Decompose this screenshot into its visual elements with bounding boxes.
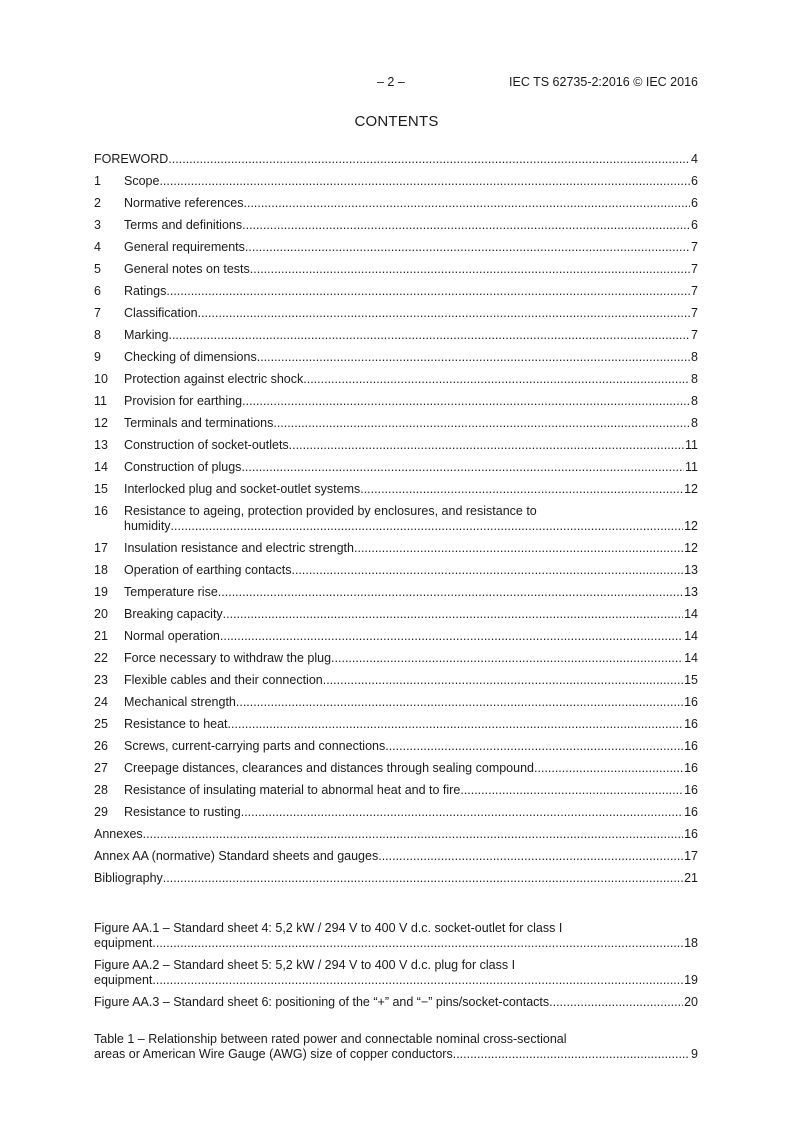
list-of-tables [94, 1025, 698, 1062]
toc-entry[interactable] [94, 556, 698, 578]
section-number: 29 [94, 805, 108, 819]
section-number: 1 [94, 174, 101, 188]
entry-title: Figure AA.3 – Standard sheet 6: positioning of the “+” and “−” pins/socket-contacts [94, 995, 550, 1009]
page-ref: 7 [691, 328, 698, 342]
toc-entry[interactable] [94, 644, 698, 666]
dot-leader [534, 761, 683, 776]
page-ref: 8 [691, 350, 698, 364]
dot-leader [168, 152, 690, 167]
section-title: Classification [124, 306, 198, 320]
section-title: Annexes [94, 827, 143, 841]
toc-entry[interactable] [94, 431, 698, 453]
entry-line: Figure AA.2 – Standard sheet 5: 5,2 kW / 294 V to 400 V d.c. plug for class I [94, 958, 516, 972]
page-ref: 21 [684, 871, 698, 885]
dot-leader [159, 174, 690, 189]
section-number: 4 [94, 240, 101, 254]
section-title: Resistance to ageing, protection provided by enclosures, and resistance to [124, 504, 537, 518]
section-title: Terms and definitions [124, 218, 243, 232]
section-title: Resistance to heat [124, 717, 228, 731]
toc-entry[interactable] [94, 754, 698, 776]
dot-leader [220, 629, 683, 644]
dot-leader [168, 328, 690, 343]
section-number: 2 [94, 196, 101, 210]
section-title: Operation of earthing contacts [124, 563, 292, 577]
section-title: Terminals and terminations [124, 416, 274, 430]
dot-leader [152, 936, 683, 951]
entry-line: Table 1 – Relationship between rated power and connectable nominal cross-sectional [94, 1032, 567, 1046]
section-title: Marking [124, 328, 169, 342]
entry-line: Figure AA.1 – Standard sheet 4: 5,2 kW / 294 V to 400 V d.c. socket-outlet for class I [94, 921, 563, 935]
page-ref: 14 [684, 607, 698, 621]
section-number: 7 [94, 306, 101, 320]
page-ref: 6 [691, 174, 698, 188]
toc-entry[interactable] [94, 798, 698, 820]
page-ref: 20 [684, 995, 698, 1009]
section-title: Temperature rise [124, 585, 218, 599]
contents-title: CONTENTS [354, 113, 439, 130]
toc-entry[interactable] [94, 497, 698, 534]
page-ref: 16 [684, 783, 698, 797]
toc-entry-line [94, 519, 698, 534]
entry-line [94, 936, 698, 951]
page-ref: 8 [691, 416, 698, 430]
section-title: Creepage distances, clearances and distances through sealing compound [124, 761, 534, 775]
section-number: 25 [94, 717, 108, 731]
page-ref: 15 [684, 673, 698, 687]
section-number: 11 [94, 394, 107, 408]
page-ref: 12 [684, 482, 698, 496]
dot-leader [453, 1047, 690, 1062]
page-ref: 16 [684, 739, 698, 753]
section-title: Construction of socket-outlets [124, 438, 289, 452]
section-number: 10 [94, 372, 108, 386]
section-number: 13 [94, 438, 108, 452]
dot-leader [354, 541, 683, 556]
toc-entry[interactable] [94, 453, 698, 475]
section-number: 5 [94, 262, 101, 276]
toc-entry-line [94, 497, 698, 519]
dot-leader [291, 563, 683, 578]
dot-leader [323, 673, 683, 688]
toc-entry[interactable] [94, 864, 698, 886]
section-title: Screws, current-carrying parts and connections [124, 739, 386, 753]
toc-entry[interactable] [94, 365, 698, 387]
section-title: Breaking capacity [124, 607, 223, 621]
section-number: 22 [94, 651, 108, 665]
toc-entry[interactable] [94, 688, 698, 710]
page-ref: 6 [691, 196, 698, 210]
section-number: 27 [94, 761, 108, 775]
section-number: 15 [94, 482, 108, 496]
toc-entry[interactable] [94, 842, 698, 864]
toc-entry[interactable] [94, 820, 698, 842]
toc-entry[interactable] [94, 321, 698, 343]
section-number: 8 [94, 328, 101, 342]
toc-entry[interactable] [94, 255, 698, 277]
toc-entry[interactable] [94, 387, 698, 409]
toc-entry[interactable] [94, 299, 698, 321]
dot-leader [152, 973, 683, 988]
dot-leader [385, 739, 683, 754]
dot-leader [228, 717, 684, 732]
section-number: 12 [94, 416, 108, 430]
section-title: Scope [124, 174, 160, 188]
page-ref: 16 [684, 717, 698, 731]
section-number: 9 [94, 350, 101, 364]
section-number: 14 [94, 460, 108, 474]
toc-entry[interactable] [94, 211, 698, 233]
toc-entry[interactable] [94, 732, 698, 754]
entry-title-continued: equipment [94, 973, 153, 987]
section-number: 24 [94, 695, 108, 709]
toc-entry[interactable] [94, 409, 698, 431]
figure-entry[interactable] [94, 988, 698, 1010]
page-ref: 16 [684, 805, 698, 819]
page-ref: 14 [684, 629, 698, 643]
section-title: Normative references [124, 196, 244, 210]
section-number: 26 [94, 739, 108, 753]
toc-entry[interactable] [94, 710, 698, 732]
section-number: 3 [94, 218, 101, 232]
toc-entry[interactable] [94, 666, 698, 688]
page-ref: 6 [691, 218, 698, 232]
dot-leader [460, 783, 683, 798]
dot-leader [236, 695, 683, 710]
toc-entry[interactable] [94, 189, 698, 211]
section-title: Construction of plugs [124, 460, 242, 474]
page-ref: 16 [684, 827, 698, 841]
dot-leader [143, 827, 683, 842]
section-number: 28 [94, 783, 108, 797]
page-ref: 9 [691, 1047, 698, 1061]
section-title: General requirements [124, 240, 245, 254]
page-ref: 8 [691, 372, 698, 386]
dot-leader [360, 482, 683, 497]
page-ref: 17 [684, 849, 698, 863]
page-ref: 13 [684, 563, 698, 577]
page-ref: 16 [684, 695, 698, 709]
section-title: Interlocked plug and socket-outlet systems [124, 482, 361, 496]
toc-entry[interactable] [94, 776, 698, 798]
section-title: Provision for earthing [124, 394, 243, 408]
section-number: 23 [94, 673, 108, 687]
toc-entry[interactable] [94, 475, 698, 497]
dot-leader [241, 460, 684, 475]
section-title: FOREWORD [94, 152, 169, 166]
section-title: Resistance of insulating material to abnormal heat and to fire [124, 783, 461, 797]
section-title: Protection against electric shock [124, 372, 304, 386]
dot-leader [218, 585, 683, 600]
section-number: 19 [94, 585, 108, 599]
dot-leader [273, 416, 690, 431]
page-ref: 7 [691, 284, 698, 298]
page-ref: 4 [691, 152, 698, 166]
toc-entry[interactable] [94, 233, 698, 255]
section-number: 21 [94, 629, 108, 643]
figure-entry[interactable] [94, 951, 698, 988]
section-title: Bibliography [94, 871, 163, 885]
section-number: 6 [94, 284, 101, 298]
section-title: General notes on tests [124, 262, 250, 276]
toc-entry[interactable] [94, 277, 698, 299]
entry-line [94, 973, 698, 988]
page-ref: 13 [684, 585, 698, 599]
page-ref: 16 [684, 761, 698, 775]
toc-entry[interactable] [94, 343, 698, 365]
toc-entry[interactable] [94, 600, 698, 622]
page-ref: 12 [684, 519, 698, 533]
page-ref: 11 [685, 460, 698, 474]
dot-leader [331, 651, 683, 666]
section-number: 20 [94, 607, 108, 621]
dot-leader [378, 849, 683, 864]
dot-leader [303, 372, 690, 387]
section-title: Force necessary to withdraw the plug [124, 651, 332, 665]
table-entry[interactable] [94, 1025, 698, 1062]
page-header [0, 75, 793, 93]
page-ref: 18 [684, 936, 698, 950]
list-of-figures [94, 914, 698, 1010]
document-reference: IEC TS 62735-2:2016 © IEC 2016 [509, 75, 698, 89]
section-number: 17 [94, 541, 108, 555]
dot-leader [166, 284, 690, 299]
page-ref: 19 [684, 973, 698, 987]
dot-leader [257, 350, 690, 365]
dot-leader [223, 607, 683, 622]
dot-leader [242, 394, 690, 409]
page-ref: 14 [684, 651, 698, 665]
dot-leader [244, 196, 691, 211]
figure-entry[interactable] [94, 914, 698, 951]
page-ref: 7 [691, 240, 698, 254]
dot-leader [163, 871, 683, 886]
dot-leader [241, 805, 683, 820]
page-ref: 8 [691, 394, 698, 408]
section-title: Normal operation [124, 629, 220, 643]
entry-title-continued: areas or American Wire Gauge (AWG) size of copper conductors [94, 1047, 453, 1061]
section-title: Checking of dimensions [124, 350, 257, 364]
page-ref: 11 [685, 438, 698, 452]
page-number: – 2 – [377, 75, 405, 89]
section-number: 16 [94, 504, 108, 518]
dot-leader [242, 218, 690, 233]
toc-entry[interactable] [94, 167, 698, 189]
toc-entry[interactable] [94, 534, 698, 556]
entry-title-continued: equipment [94, 936, 153, 950]
entry-line [94, 1047, 698, 1062]
toc-entry[interactable] [94, 622, 698, 644]
toc-entry[interactable] [94, 578, 698, 600]
section-title: Annex AA (normative) Standard sheets and gauges [94, 849, 379, 863]
dot-leader [198, 306, 690, 321]
section-title: Insulation resistance and electric strength [124, 541, 354, 555]
dot-leader [250, 262, 690, 277]
dot-leader [171, 519, 684, 534]
dot-leader [549, 995, 683, 1010]
page-ref: 7 [691, 306, 698, 320]
section-title: Mechanical strength [124, 695, 236, 709]
section-number: 18 [94, 563, 108, 577]
section-title-continued: humidity [124, 519, 171, 533]
page-ref: 7 [691, 262, 698, 276]
toc-entry[interactable] [94, 145, 698, 167]
table-of-contents [94, 145, 698, 886]
dot-leader [245, 240, 690, 255]
dot-leader [289, 438, 684, 453]
page-ref: 12 [684, 541, 698, 555]
section-title: Resistance to rusting [124, 805, 241, 819]
section-title: Flexible cables and their connection [124, 673, 323, 687]
section-title: Ratings [124, 284, 167, 298]
